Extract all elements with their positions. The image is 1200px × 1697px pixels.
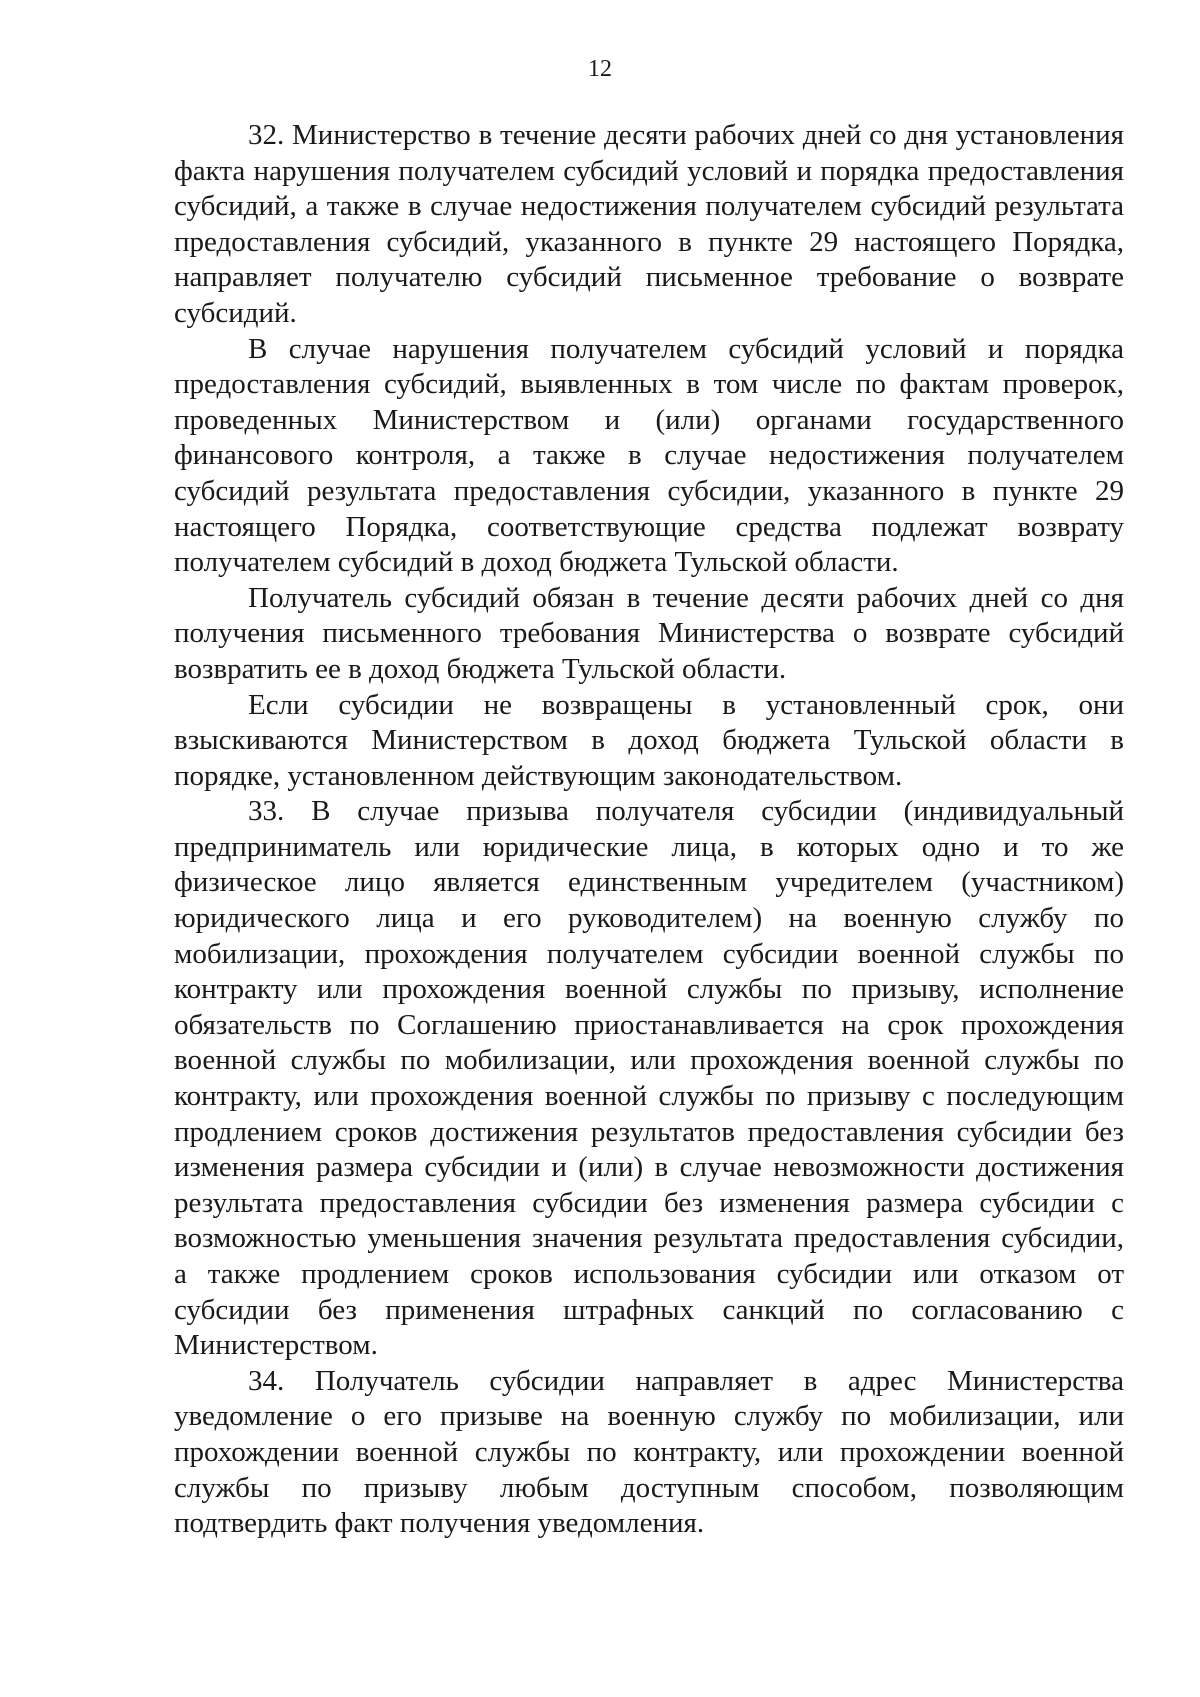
page-number: 12 (588, 56, 612, 82)
paragraph-34: 34. Получатель субсидии направляет в адрес Министерства уведомление о его призыве на военную службу по мобилизации, или прохождении военной службы по контракту, или прохождении военной службы по призыву любым доступным способом, позволяющим подтвердить факт получения уведомления. (174, 1364, 1124, 1540)
document-body (174, 118, 1124, 1542)
paragraph-violation-return: В случае нарушения получателем субсидий условий и порядка предоставления субсидий, выявленных в том числе по фактам проверок, проведенных Министерством и (или) органами государственного финансового контроля, а также в случае недостижения получателем субсидий результата предоставления субсидии, указанного в пункте 29 настоящего Порядка, соответствующие средства подлежат возврату получателем субсидий в доход бюджета Тульской области. (174, 332, 1124, 579)
paragraph-33: 33. В случае призыва получателя субсидии (индивидуальный предприниматель или юридические лица, в которых одно и то же физическое лицо является единственным учредителем (участником) юридического лица и его руководителем) на военную службу по мобилизации, прохождения получателем субсидии военной службы по контракту или прохождения военной службы по призыву, исполнение обязательств по Соглашению приостанавливается на срок прохождения военной службы по мобилизации, или прохождения военной службы по контракту, или прохождения военной службы по призыву с последующим продлением сроков достижения результатов предоставления субсидии без изменения размера субсидии и (или) в случае невозможности достижения результата предоставления субсидии без изменения размера субсидии с возможностью уменьшения значения результата предоставления субсидии, а также продлением сроков использования субсидии или отказом от субсидии без применения штрафных санкций по согласованию с Министерством. (174, 795, 1124, 1362)
paragraph-return-obligation: Получатель субсидий обязан в течение десяти рабочих дней со дня получения письменного требования Министерства о возврате субсидий возвратить ее в доход бюджета Тульской области. (174, 581, 1124, 685)
paragraph-recovery: Если субсидии не возвращены в установленный срок, они взыскиваются Министерством в доход бюджета Тульской области в порядке, установленном действующим законодательством. (174, 688, 1124, 792)
paragraph-32: 32. Министерство в течение десяти рабочих дней со дня установления факта нарушения получателем субсидий условий и порядка предоставления субсидий, а также в случае недостижения получателем субсидий результата предоставления субсидий, указанного в пункте 29 настоящего Порядка, направляет получателю субсидий письменное требование о возврате субсидий. (174, 119, 1124, 329)
